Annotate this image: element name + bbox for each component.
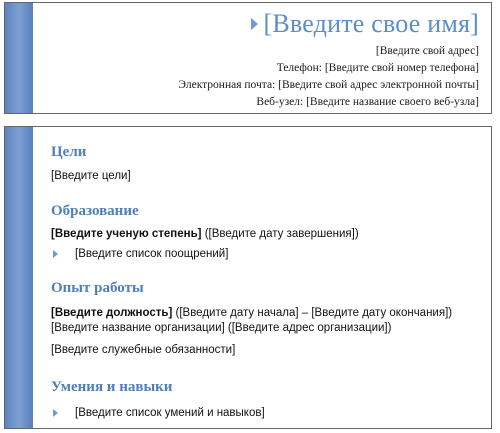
name-field[interactable]: [Введите свое имя] <box>263 9 479 38</box>
email-line <box>39 79 479 91</box>
position-field[interactable]: [Введите должность] <box>51 307 173 319</box>
body-box <box>4 126 492 429</box>
name-arrow-icon <box>251 18 258 30</box>
awards-bullet-icon <box>53 250 58 258</box>
organization-line <box>51 322 391 334</box>
skills-bullet-icon <box>53 409 58 417</box>
duties-field[interactable]: [Введите служебные обязанности] <box>51 344 236 356</box>
name-row <box>251 9 479 39</box>
job-title-line <box>51 307 452 319</box>
goals-field[interactable]: [Введите цели] <box>51 170 131 182</box>
website-line <box>39 96 479 108</box>
completion-date-field[interactable]: ([Введите дату завершения]) <box>204 228 359 240</box>
phone-field[interactable]: [Введите свой номер телефона] <box>324 62 479 74</box>
website-field[interactable]: [Введите название своего веб-узла] <box>306 96 479 108</box>
goals-heading: Цели <box>51 144 87 160</box>
address-line <box>39 45 479 57</box>
education-heading: Образование <box>51 203 139 219</box>
education-line <box>51 228 359 240</box>
job-dates-field[interactable]: ([Введите дату начала] – [Введите дату окончания]) <box>175 307 453 319</box>
website-label: Веб-узел: <box>256 96 304 108</box>
email-label: Электронная почта: <box>178 79 276 91</box>
body-stripe <box>5 127 33 428</box>
skills-field[interactable]: [Введите список умений и навыков] <box>75 407 265 419</box>
experience-heading: Опыт работы <box>51 280 144 296</box>
header-stripe <box>5 3 33 113</box>
awards-field[interactable]: [Введите список поощрений] <box>75 248 229 260</box>
email-field[interactable]: [Введите свой адрес электронной почты] <box>278 79 479 91</box>
phone-line <box>39 62 479 74</box>
address-field[interactable]: [Введите свой адрес] <box>375 45 479 57</box>
skills-heading: Умения и навыки <box>51 379 173 395</box>
degree-field[interactable]: [Введите ученую степень] <box>51 228 202 240</box>
header-box <box>4 2 492 114</box>
organization-address-field[interactable]: ([Введите адрес организации]) <box>227 322 392 334</box>
phone-label: Телефон: <box>276 62 322 74</box>
organization-field[interactable]: [Введите название организации] <box>51 322 225 334</box>
